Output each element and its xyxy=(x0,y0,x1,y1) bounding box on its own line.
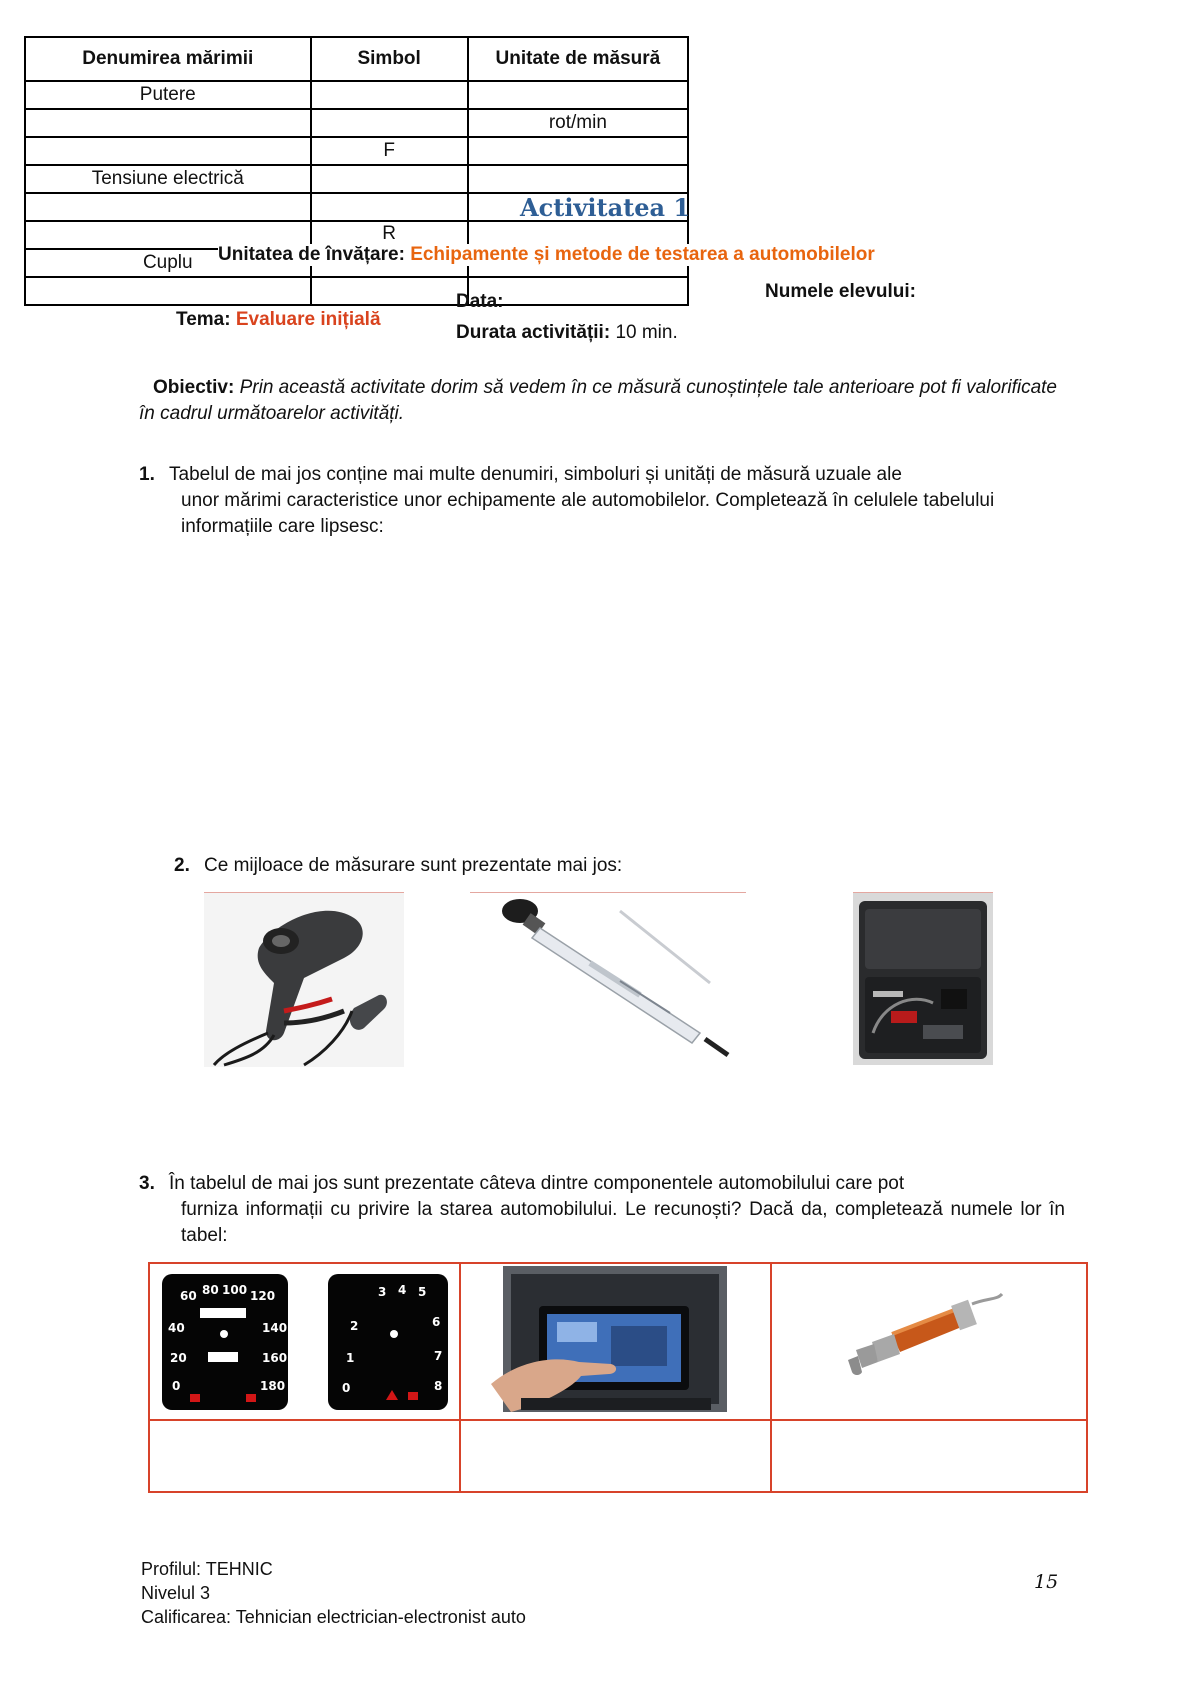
question-3-text-first: În tabelul de mai jos sunt prezentate câteva dintre componentele automobilului care pot xyxy=(169,1173,905,1194)
answer-cell-3[interactable] xyxy=(771,1420,1087,1492)
cell-name[interactable]: Tensiune electrică xyxy=(25,165,311,193)
tacho-tick: 6 xyxy=(432,1315,441,1329)
speedo-tick: 40 xyxy=(168,1321,185,1335)
oxygen-sensor-cell xyxy=(771,1263,1087,1420)
speedo-tick: 160 xyxy=(262,1351,288,1365)
gauges-icon xyxy=(150,1264,459,1414)
topic xyxy=(176,309,381,331)
speedo-tick: 140 xyxy=(262,1321,288,1335)
lambda-sensor-icon xyxy=(772,1264,1086,1414)
tacho-tick: 2 xyxy=(350,1319,359,1333)
cell-name[interactable] xyxy=(25,137,311,165)
cell-symbol[interactable] xyxy=(311,109,468,137)
tacho-tick: 8 xyxy=(434,1379,443,1393)
footer-profile: Profilul: TEHNIC xyxy=(141,1559,273,1579)
cell-name[interactable] xyxy=(25,193,311,221)
learning-unit-value: Echipamente și metode de testarea a automobilelor xyxy=(410,244,875,265)
question-1-text-rest: unor mărimi caracteristice unor echipamente ale automobilelor. Completează în celulele tabelului informațiile care lipsesc: xyxy=(181,490,995,537)
question-1-text-first: Tabelul de mai jos conține mai multe denumiri, simboluri și unități de măsură uzuale ale xyxy=(169,464,902,485)
cell-symbol[interactable] xyxy=(311,165,468,193)
diagnostic-case-image xyxy=(853,893,993,1065)
table-row xyxy=(25,277,688,305)
question-3 xyxy=(139,1171,1065,1249)
duration xyxy=(456,322,678,344)
cell-unit[interactable]: rot/min xyxy=(468,109,688,137)
table-row xyxy=(25,81,688,109)
speedo-tick: 100 xyxy=(222,1283,248,1297)
objective-label: Obiectiv: xyxy=(153,377,235,398)
quantities-header-row xyxy=(25,37,688,81)
tacho-tick: 5 xyxy=(418,1285,427,1299)
hydrometer-icon xyxy=(470,893,746,1063)
speedo-tick: 60 xyxy=(180,1289,197,1303)
header-unit: Unitate de măsură xyxy=(468,37,688,81)
table-row xyxy=(25,137,688,165)
question-2-number: 2. xyxy=(174,855,190,876)
student-name-label: Numele elevului: xyxy=(765,281,916,302)
speedo-tick: 20 xyxy=(170,1351,187,1365)
speedo-tick: 0 xyxy=(172,1379,181,1393)
components-image-row xyxy=(149,1263,1087,1420)
cell-name[interactable] xyxy=(25,109,311,137)
dashboard-gauges-cell xyxy=(149,1263,460,1420)
speedo-tick: 180 xyxy=(260,1379,286,1393)
touchscreen-icon xyxy=(461,1264,770,1414)
question-3-number: 3. xyxy=(139,1173,155,1194)
timing-light-image xyxy=(204,893,404,1067)
tacho-tick: 7 xyxy=(434,1349,443,1363)
speedo-tick: 80 xyxy=(202,1283,219,1297)
header-quantity-name: Denumirea mărimii xyxy=(25,37,311,81)
learning-unit-label: Unitatea de învățare: xyxy=(218,244,405,265)
tacho-tick: 4 xyxy=(398,1283,407,1297)
answer-cell-1[interactable] xyxy=(149,1420,460,1492)
duration-label: Durata activității: xyxy=(456,322,611,343)
cell-name[interactable] xyxy=(25,277,311,305)
symbol-text: R xyxy=(382,223,397,244)
header-symbol: Simbol xyxy=(311,37,468,81)
tacho-tick: 3 xyxy=(378,1285,387,1299)
multimedia-display-cell xyxy=(460,1263,771,1420)
cell-symbol[interactable] xyxy=(311,81,468,109)
question-1-number: 1. xyxy=(139,464,155,485)
tacho-tick: 0 xyxy=(342,1381,351,1395)
cell-name[interactable]: Cuplu xyxy=(25,249,311,277)
cell-unit[interactable] xyxy=(468,81,688,109)
components-table xyxy=(148,1262,1088,1493)
cell-symbol[interactable] xyxy=(311,193,468,221)
footer-level: Nivelul 3 xyxy=(141,1583,211,1603)
components-answer-row xyxy=(149,1420,1087,1492)
duration-value: 10 min. xyxy=(615,322,678,343)
table-row xyxy=(25,165,688,193)
table-row xyxy=(25,109,688,137)
question-3-text-rest: furniza informații cu privire la starea automobilului. Le recunoști? Dacă da, completează numele lor în tabel: xyxy=(181,1199,1065,1246)
answer-cell-2[interactable] xyxy=(460,1420,771,1492)
tool-case-icon xyxy=(853,893,993,1065)
page-number: 15 xyxy=(1034,1571,1059,1593)
cell-unit[interactable] xyxy=(468,165,688,193)
cell-symbol[interactable]: F xyxy=(311,137,468,165)
question-2 xyxy=(174,853,674,893)
topic-value: Evaluare inițială xyxy=(235,309,381,330)
footer xyxy=(141,1557,526,1629)
battery-hydrometer-image xyxy=(470,893,746,1063)
tacho-tick: 1 xyxy=(346,1351,355,1365)
objective-text: Prin această activitate dorim să vedem în ce măsură cunoștințele tale anterioare pot fi valorificate în cadrul următoarelor activități. xyxy=(139,377,1058,424)
speedo-tick: 120 xyxy=(250,1289,276,1303)
cell-name[interactable]: Putere xyxy=(25,81,311,109)
learning-unit xyxy=(218,244,875,266)
cell-unit[interactable] xyxy=(468,137,688,165)
footer-qualification: Calificarea: Tehnician electrician-electronist auto xyxy=(141,1607,526,1627)
question-1 xyxy=(139,462,1059,540)
timing-light-icon xyxy=(204,893,404,1067)
topic-label: Tema: xyxy=(176,309,231,330)
date-label: Data: xyxy=(456,291,504,312)
objective xyxy=(139,375,1059,427)
cell-symbol[interactable] xyxy=(311,277,468,305)
question-2-text: Ce mijloace de măsurare sunt prezentate mai jos: xyxy=(204,855,623,876)
activity-title: Activitatea 1 xyxy=(520,193,691,222)
